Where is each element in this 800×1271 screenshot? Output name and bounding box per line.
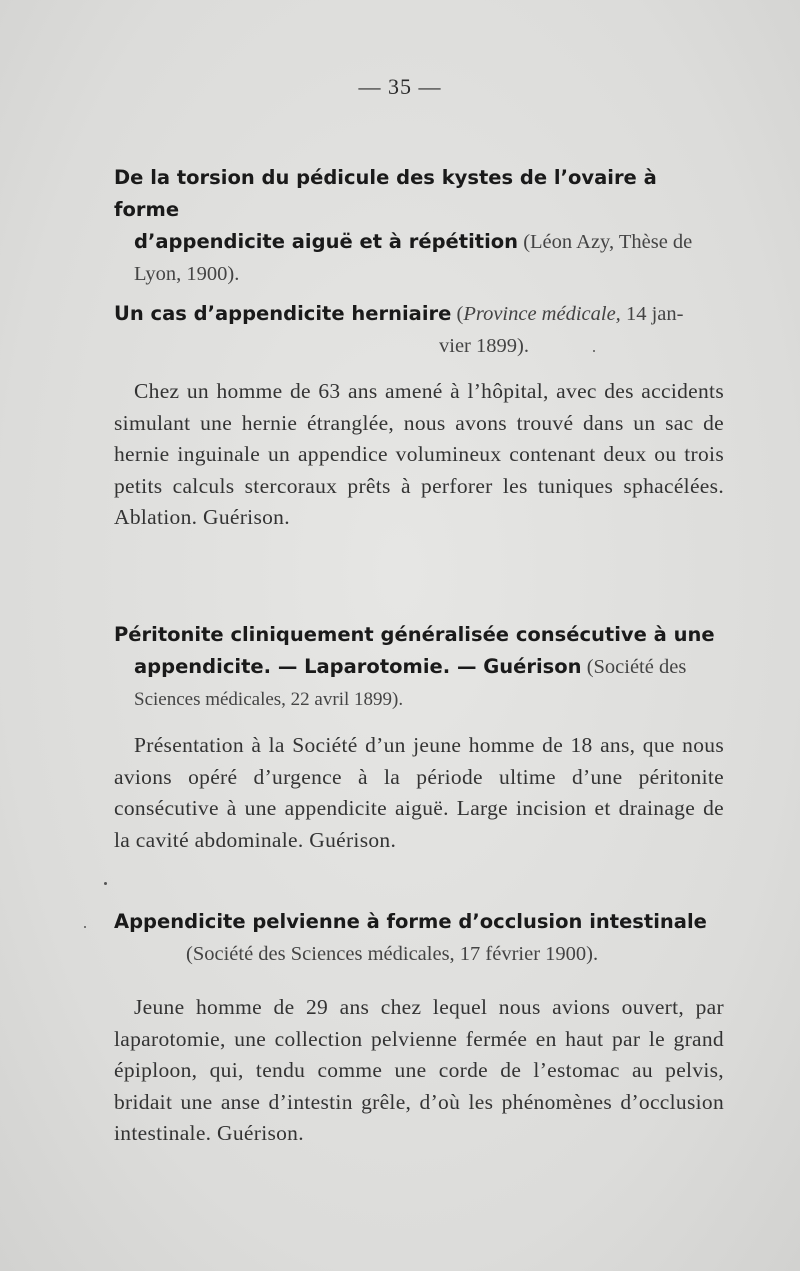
entry-reference-open: ( xyxy=(451,303,464,325)
entry-reference-cont: vier 1899). xyxy=(439,335,529,357)
entry-peritonitis xyxy=(114,619,724,856)
entry-reference: (Société des xyxy=(581,656,687,678)
ink-speck xyxy=(84,926,86,928)
entry-body: Chez un homme de 63 ans amené à l’hôpital, avec des accidents simulant une hernie étranglée, nous avons trouvé dans un sac de hernie inguinale un appendice volumineux contenant deux ou trois petits calculs stercoraux prêts à perforer les tuniques sphacélées. Ablation. Guérison. xyxy=(114,379,724,529)
entry-title-line2: appendicite. — Laparotomie. — Guérison xyxy=(134,655,582,678)
entry-heading xyxy=(114,619,724,716)
entry-hernial-appendicitis xyxy=(114,298,724,534)
entry-reference-date: 14 jan- xyxy=(620,303,684,325)
entry-heading-cont xyxy=(114,938,724,970)
entry-ovarian-cyst-torsion xyxy=(114,162,724,290)
entry-body: Jeune homme de 29 ans chez lequel nous avions ouvert, par laparotomie, une collection pelvienne fermée en haut par le grand épiploon, qui, tendu comme une corde de l’estomac au pelvis, bridait une anse d’intestin grêle, d’où les phénomènes d’occlusion intestinale. Guérison. xyxy=(114,995,724,1145)
entry-reference-cont: Sciences médicales, 22 avril 1899). xyxy=(134,689,404,710)
ink-speck xyxy=(104,882,107,885)
entry-reference: (Société des Sciences médicales, 17 février 1900). xyxy=(186,943,599,965)
entry-heading xyxy=(114,162,724,290)
entry-pelvic-appendicitis xyxy=(114,906,724,1150)
entry-title-line1: Péritonite cliniquement généralisée consécutive à une xyxy=(114,623,715,646)
entry-heading xyxy=(114,906,724,938)
entry-reference: (Léon Azy, Thèse de xyxy=(518,231,693,253)
entry-body: Présentation à la Société d’un jeune homme de 18 ans, que nous avions opéré d’urgence à la période ultime d’une péritonite consécutive à une appendicite aiguë. Large incision et drainage de la cavité abdominale. Guérison. xyxy=(114,733,724,852)
entry-title-line2: d’appendicite aiguë et à répétition xyxy=(134,230,519,253)
entry-reference-journal: Province médicale, xyxy=(463,303,621,325)
entry-reference-cont: Lyon, 1900). xyxy=(134,263,240,285)
entry-title-line1: De la torsion du pédicule des kystes de l’ovaire à forme xyxy=(114,166,657,221)
page-number: — 35 — xyxy=(358,74,442,99)
entry-title: Appendicite pelvienne à forme d’occlusion intestinale xyxy=(114,910,707,933)
entry-heading-cont xyxy=(114,330,724,362)
ink-speck xyxy=(593,350,595,352)
entry-heading xyxy=(114,298,724,330)
entry-title: Un cas d’appendicite herniaire xyxy=(114,302,452,325)
